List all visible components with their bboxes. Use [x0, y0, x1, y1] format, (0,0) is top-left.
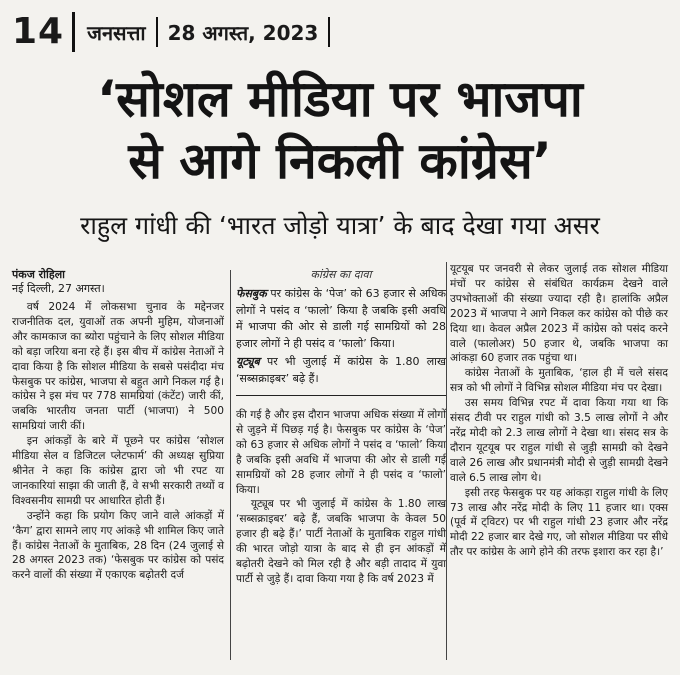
masthead	[12, 10, 672, 54]
body-paragraph: उस समय विभिन्न रपट में दावा किया गया था कि संसद टीवी पर राहुल गांधी को 3.5 लाख लोगों ने और नरेंद्र मोदी को 2.3 लाख लोगों ने देखा था। संसद सत्र के दौरान यूटयूब पर राहुल गांधी से जुड़ी सामग्री को देखने वाले 26 लाख और प्रधानमंत्री मोदी से जुड़ी सामग्री देखने वाले 6.5 लाख लोग थे।	[450, 397, 668, 484]
article-column-1	[12, 268, 224, 583]
subheadline: राहुल गांधी की ‘भारत जोड़ो यात्रा’ के बाद देखा गया असर	[80, 211, 600, 240]
body-paragraph: वर्ष 2024 में लोकसभा चुनाव के मद्देनजर राजनीतिक दल, युवाओं तक अपनी मुहिम, योजनाओं और कामकाज का ब्योरा पहुंचाने के लिए सोशल मीडिया को बड़ा जरिया बना रहे हैं। इस बीच में कांग्रेस नेताओं ने दावा किया है कि सोशल मीडिया के सबसे पसंदीदा मंच फेसबुक पर कांग्रेस, भाजपा से बहुत आगे निकल गई है। कांग्रेस ने इस मंच पर 778 सामग्रियां (कंटेंट) जारी कीं, जबकि भारतीय जनता पार्टी (भाजपा) ने 500 सामग्रियां जारी कीं।	[12, 301, 224, 433]
callout-body	[236, 286, 446, 387]
headline	[0, 68, 680, 192]
masthead-divider	[72, 12, 75, 52]
masthead-divider	[328, 17, 330, 47]
body-paragraph: की गई है और इस दौरान भाजपा अधिक संख्या में लोगों से जुड़ने में पिछड़ गई है। फेसबुक पर कांग्रेस के ‘पेज’ को 63 हजार से अधिक लोगों ने पसंद व ‘फालो’ किया है जबकि इसी अवधि में भाजपा की ओर से डाली गई सामग्रियों को 28 हजार लोगों ने ही पसंद व ‘फालो’ किया।	[236, 409, 446, 496]
masthead-divider	[156, 17, 158, 47]
article-column-3	[450, 262, 668, 560]
byline-author: पंकज रोहिला	[12, 268, 66, 281]
newspaper-name: जनसत्ता	[87, 20, 146, 45]
column-rule	[446, 262, 447, 660]
callout-text: पर कांग्रेस के ‘पेज’ को 63 हजार से अधिक लोगों ने पसंद व ‘फालो’ किया है जबकि इसी अवधि में भाजपा की ओर से डाली गई सामग्रियों को 28 हजार लोगों ने ही पसंद व ‘फालो’ किया।	[236, 287, 446, 350]
headline-line-1: ‘सोशल मीडिया पर भाजपा	[97, 70, 583, 128]
callout-lead: यूट्यूब	[236, 355, 260, 368]
headline-line-2: से आगे निकली कांग्रेस’	[128, 132, 552, 190]
callout-lead: फेसबुक	[236, 287, 267, 300]
issue-date: 28 अगस्त, 2023	[167, 20, 319, 45]
callout-divider	[236, 395, 446, 396]
callout-text: पर भी जुलाई में कांग्रेस के 1.80 लाख ‘सब्सक्राइबर’ बढ़े हैं।	[236, 355, 446, 385]
page-number: 14	[12, 11, 65, 52]
callout-title: कांग्रेस का दावा	[310, 268, 372, 281]
body-paragraph: इसी तरह फेसबुक पर यह आंकड़ा राहुल गांधी के लिए 73 लाख और नरेंद्र मोदी के लिए 11 हजार था। एक्स (पूर्व में ट्विटर) पर भी राहुल गांधी 23 हजार और नरेंद्र मोदी 22 हजार बार देखे गए, जो सोशल मीडिया पर सीधे तौर पर कांग्रेस के आगे होने की तरफ इशारा कर रहा है।’	[450, 486, 668, 559]
body-paragraph: इन आंकड़ों के बारे में पूछने पर कांग्रेस ‘सोशल मीडिया सेल व डिजिटल प्लेटफार्म’ की अध्यक्ष सुप्रिया श्रीनेत ने कहा कि कांग्रेस द्वारा जो भी रपट या जानकारियां साझा की जाती हैं, वे सभी सरकारी तथ्यों व विश्वसनीय सामग्री पर आधारित होती हैं।	[12, 435, 224, 507]
column-rule	[230, 270, 231, 660]
body-paragraph: उन्होंने कहा कि प्रयोग किए जाने वाले आंकड़ों में ‘कैग’ द्वारा सामने लाए गए आंकड़े भी शामिल किए जाते हैं। कांग्रेस नेताओं के मुताबिक, 28 दिन (24 जुलाई से 28 अगस्त 2023 तक) ‘फेसबुक पर कांग्रेस को पसंद करने वालों की संख्या में एकाएक बढ़ोतरी दर्ज	[12, 509, 224, 582]
callout-box	[236, 268, 446, 396]
body-paragraph: यूट्यूब पर भी जुलाई में कांग्रेस के 1.80 लाख ‘सब्सक्राइबर’ बढ़े हैं, जबकि भाजपा के केवल 50 हजार ही बढ़े हैं।’ पार्टी नेताओं के मुताबिक राहुल गांधी की भारत जोड़ो यात्रा के बाद से ही इन आंकड़ों में बढ़ोतरी देखने को मिल रही है और बड़ी तादाद में युवा पार्टी से जुड़े हैं। दावा किया गया है कि वर्ष 2023 में	[236, 498, 446, 585]
callout-paragraph	[236, 354, 446, 387]
body-paragraph: यूटयूब पर जनवरी से लेकर जुलाई तक सोशल मीडिया मंचों पर कांग्रेस से संबंधित कार्यक्रम देखने वाले उपभोक्ताओं की संख्या ज्यादा रही है। हालांकि अप्रैल 2023 में भाजपा ने आगे निकल कर कांग्रेस को पीछे कर दिया था। केवल अप्रैल 2023 में कांग्रेस को पसंद करने वाले (फालोअर) 50 हजार थे, जबकि भाजपा का आंकड़ा 60 हजार तक पहुंचा था।	[450, 263, 668, 365]
dateline: नई दिल्ली, 27 अगस्त।	[12, 282, 105, 295]
article-column-2	[236, 268, 446, 587]
body-paragraph: कांग्रेस नेताओं के मुताबिक, ‘हाल ही में चले संसद सत्र को भी लोगों ने विभिन्न सोशल मीडिया मंच पर देखा।	[450, 367, 668, 395]
callout-paragraph	[236, 286, 446, 352]
